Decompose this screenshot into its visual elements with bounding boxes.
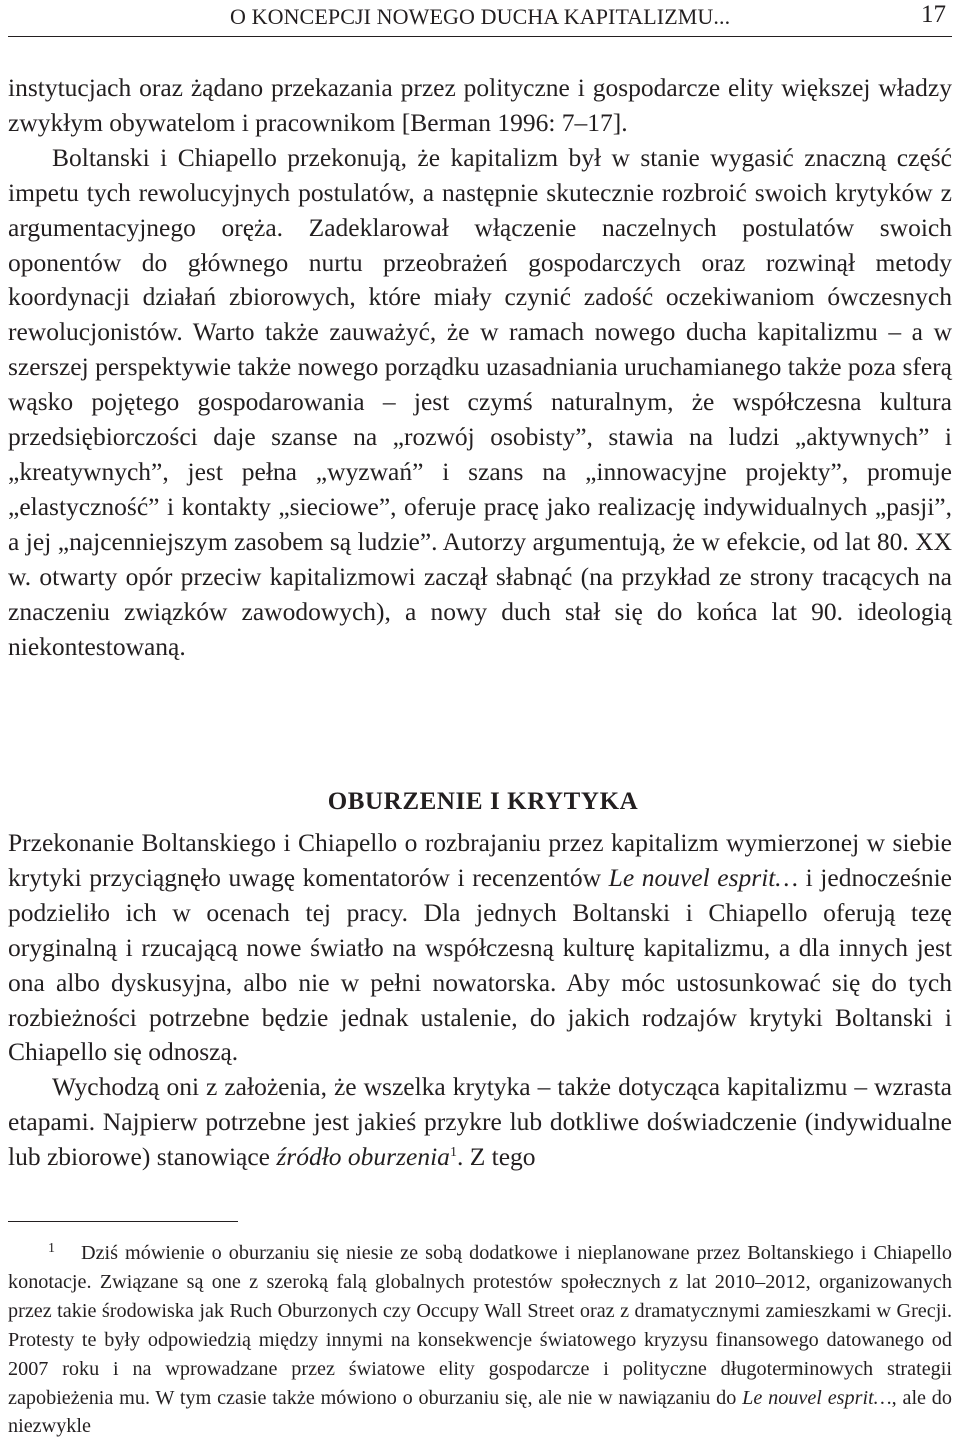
footnote-reference[interactable]: 1: [449, 1145, 457, 1161]
section-paragraph-1-text-a: Przekonanie Boltanskiego i Chiapello o rozbrajaniu przez kapitalizm wymierzonej w siebie krytyki przyciągnęło uwagę komentatorów i recenzentów: [8, 828, 952, 892]
footnote-marker: 1: [48, 1241, 55, 1256]
source-of-outrage-term: źródło oburzenia: [276, 1142, 450, 1172]
section-paragraph-1: [8, 826, 952, 1070]
page-number: 17: [921, 1, 946, 28]
footnote-separator: [8, 1221, 238, 1222]
footnote-1: [8, 1235, 952, 1441]
section-heading: OBURZENIE I KRYTYKA: [327, 787, 639, 815]
section-body: [8, 826, 952, 1175]
section-paragraph-2: [8, 1070, 952, 1175]
section-paragraph-1-text-b: i jednocześnie podzieliło ich w ocenach tej pracy. Dla jednych Boltanski i Chiapello oferują tezę oryginalną i rzucającą nowe światło na współczesną kulturę kapitalizmu, a dla innych jest ona albo dyskusyjna, albo nie w pełni nowatorska. Aby móc ustosunkować się do tych rozbieżności potrzebne będzie jednak ustalenie, do jakich rodzajów krytyki Boltanski i Chiapello się odnoszą.: [8, 862, 952, 1067]
section-paragraph-2-text-b: . Z tego: [456, 1142, 536, 1172]
body-text-top: [8, 71, 952, 664]
book-title-italic: Le nouvel esprit…: [608, 862, 799, 892]
footnote-1-text-b: , ale do niezwykle: [8, 1386, 952, 1438]
footnotes: [8, 1235, 952, 1441]
running-title: O KONCEPCJI NOWEGO DUCHA KAPITALIZMU...: [230, 4, 731, 29]
section-paragraph-2-text-a: Wychodzą oni z założenia, że wszelka krytyka – także dotycząca kapitalizmu – wzrasta etapami. Najpierw potrzebne jest jakieś przykre lub dotkliwe doświadczenie (indywidualne lub zbiorowe) stanowiące: [8, 1072, 952, 1172]
paragraph-continued: instytucjach oraz żądano przekazania przez polityczne i gospodarcze elity większej władzy zwykłym obywatelom i pracownikom [Berman 1996: 7–17].: [8, 73, 952, 137]
footnote-book-title: Le nouvel esprit…: [742, 1386, 892, 1409]
running-header: [8, 0, 952, 37]
footnote-1-text-a: Dziś mówienie o oburzaniu się niesie ze sobą dodatkowe i nieplanowane przez Boltanskiego i Chiapello konotacje. Związane są one z szeroką falą globalnych protestów społecznych z lat 2010–2012, organizowanych przez takie środowiska jak Ruch Oburzonych czy Occupy Wall Street oraz z dramatycznymi zamieszkami w Grecji. Protesty te były odpowiedzią między innymi na konsekwencje światowego kryzysu finansowego datowanego od 2007 roku i na wprowadzane przez światowe elity gospodarcze i polityczne długoterminowych strategii zapobieżenia mu. W tym czasie także mówiono o oburzaniu się, ale nie w nawiązaniu do: [8, 1242, 952, 1409]
paragraph-boltanski-chiapello: Boltanski i Chiapello przekonują, że kapitalizm był w stanie wygasić znaczną część impetu tych rewolucyjnych postulatów, a następnie skutecznie rozbroić swoich krytyków z argumentacyjnego oręża. Zadeklarował włączenie naczelnych postulatów swoich oponentów do głównego nurtu przeobrażeń gospodarczych oraz rozwinął metody koordynacji działań zbiorowych, które miały czynić zadość oczekiwaniom ówczesnych rewolucjonistów. Warto także zauważyć, że w ramach nowego ducha kapitalizmu – a w szerszej perspektywie także nowego porządku uzasadniania uruchamianego także poza sferą wąsko pojętego gospodarowania – jest czymś naturalnym, że współczesna kultura przedsiębiorczości daje szanse na „rozwój osobisty”, stawia na ludzi „aktywnych” i „kreatywnych”, jest pełna „wyzwań” i szans na „innowacyjne projekty”, promuje „elastyczność” i kontakty „sieciowe”, oferuje pracę jako realizację indywidualnych „pasji”, a jej „najcenniejszym zasobem są ludzie”. Autorzy argumentują, że w efekcie, od lat 80. XX w. otwarty opór przeciw kapitalizmowi zaczął słabnąć (na przykład ze strony tracących na znaczeniu związków zawodowych), a nowy duch stał się do końca lat 90. ideologią niekontestowaną.: [8, 142, 952, 661]
